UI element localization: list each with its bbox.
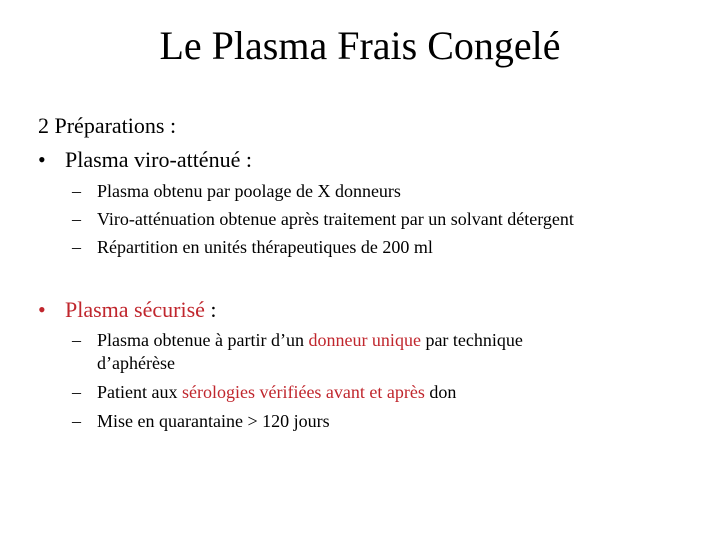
dash-icon: – [72, 181, 81, 201]
highlight-text: donneur unique [308, 330, 421, 350]
dash-icon: – [72, 237, 81, 257]
highlight-text: sérologies vérifiées avant et après [181, 382, 425, 402]
section1-heading-line [38, 146, 252, 174]
section1-item [72, 208, 574, 231]
dash-icon: – [72, 330, 81, 350]
intro-text: 2 Préparations : [38, 113, 177, 138]
section2-item-text: Plasma obtenue à partir d’un donneur unique par technique [97, 330, 523, 350]
section1-item-text: Répartition en unités thérapeutiques de 200 ml [97, 237, 433, 257]
section1-item [72, 180, 401, 203]
section2-item-continuation: d’aphérèse [97, 353, 175, 373]
section2-item-text: Patient aux sérologies vérifiées avant et après don [97, 382, 457, 402]
section2-heading: Plasma sécurisé [65, 297, 205, 322]
section2-item [72, 381, 456, 404]
section2-item [72, 410, 330, 433]
bullet-icon: • [38, 297, 46, 322]
dash-icon: – [72, 411, 81, 431]
section2-item [72, 329, 523, 375]
dash-icon: – [72, 382, 81, 402]
dash-icon: – [72, 209, 81, 229]
section2-item-text: Mise en quarantaine > 120 jours [97, 411, 330, 431]
section2-heading-suffix: : [204, 297, 217, 322]
section1-item-text: Viro-atténuation obtenue après traitement par un solvant détergent [97, 209, 574, 229]
section1-heading: Plasma viro-atténué : [65, 147, 252, 172]
slide-title: Le Plasma Frais Congelé [159, 23, 561, 68]
section2-heading-line [38, 296, 217, 324]
bullet-icon: • [38, 147, 46, 172]
section1-item [72, 236, 433, 259]
section1-item-text: Plasma obtenu par poolage de X donneurs [97, 181, 401, 201]
